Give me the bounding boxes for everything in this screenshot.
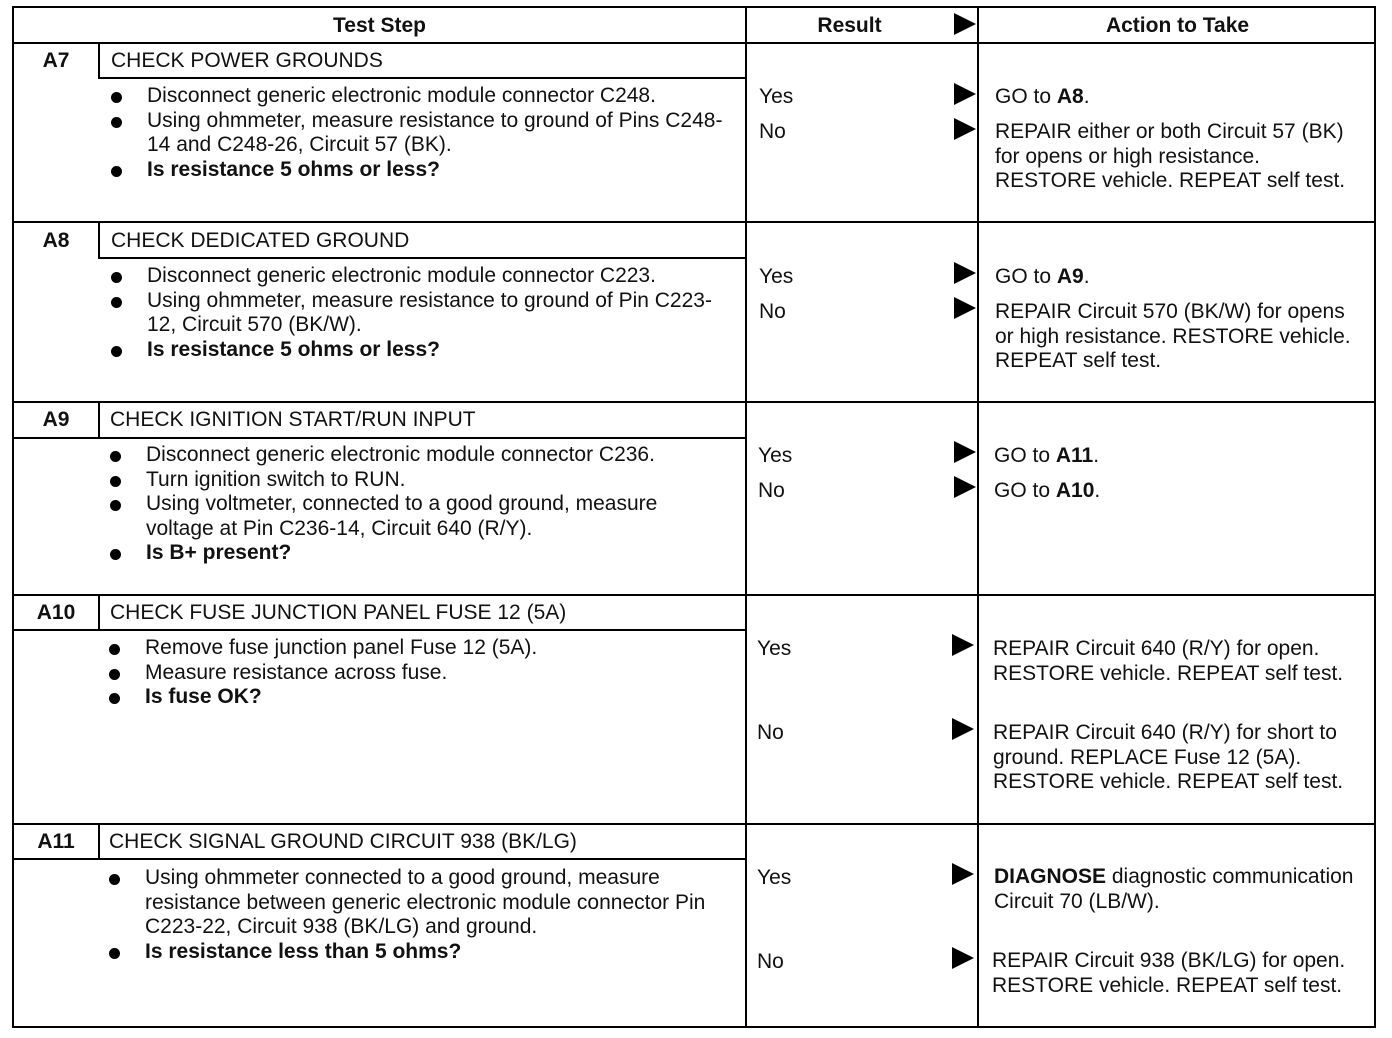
bullet-question: Is B+ present? <box>110 541 730 566</box>
result-arrow-icon <box>952 634 974 656</box>
step-title: CHECK SIGNAL GROUND CIRCUIT 938 (BK/LG) <box>109 830 577 853</box>
bullet-icon <box>110 451 121 462</box>
bullet-item: Disconnect generic electronic module connector C248. <box>111 84 731 109</box>
bullet-icon <box>111 346 122 357</box>
row-divider <box>14 823 1374 825</box>
bullet-icon <box>109 874 120 885</box>
bullet-icon <box>109 669 120 680</box>
result-yes: Yes <box>758 444 793 467</box>
bullet-icon <box>111 117 122 128</box>
id-divider <box>98 594 100 630</box>
row-divider <box>14 221 1374 223</box>
action-yes: GO to A11. <box>994 444 1100 467</box>
id-divider <box>98 823 100 859</box>
column-divider-action <box>977 8 979 1026</box>
step-id: A7 <box>42 49 70 72</box>
step-title: CHECK DEDICATED GROUND <box>111 229 410 252</box>
result-no: No <box>757 721 784 744</box>
action-no: REPAIR Circuit 640 (R/Y) for short to ground. REPLACE Fuse 12 (5A). RESTORE vehicle. REPEAT self test. <box>993 721 1344 793</box>
result-arrow-icon <box>952 863 974 885</box>
result-arrow-icon <box>954 83 976 105</box>
action-no: REPAIR Circuit 570 (BK/W) for opens or high resistance. RESTORE vehicle. REPEAT self test. <box>995 300 1351 372</box>
step-bullets <box>109 866 724 964</box>
bullet-question: Is resistance 5 ohms or less? <box>111 338 731 363</box>
result-yes: Yes <box>759 265 794 288</box>
result-arrow-icon <box>952 718 974 740</box>
bullet-item: Using voltmeter, connected to a good ground, measure voltage at Pin C236-14, Circuit 640 (R/Y). <box>110 492 730 541</box>
step-id: A8 <box>42 229 70 252</box>
result-no: No <box>759 300 786 323</box>
action-no: GO to A10. <box>994 479 1101 502</box>
result-yes: Yes <box>757 637 792 660</box>
bullet-item: Disconnect generic electronic module connector C236. <box>110 443 730 468</box>
action-yes: GO to A9. <box>995 265 1090 288</box>
bullet-item: Turn ignition switch to RUN. <box>110 468 730 493</box>
header-arrow-icon <box>954 13 976 35</box>
bullet-icon <box>109 693 120 704</box>
column-divider-result <box>745 8 747 1026</box>
diagnostic-table <box>12 6 1376 1028</box>
result-no: No <box>759 120 786 143</box>
bullet-question: Is resistance 5 ohms or less? <box>111 158 731 183</box>
step-bullets <box>111 84 731 182</box>
result-arrow-icon <box>954 118 976 140</box>
bullet-icon <box>110 500 121 511</box>
title-underline <box>14 629 745 631</box>
row-divider <box>14 594 1374 596</box>
bullet-question: Is resistance less than 5 ohms? <box>109 940 724 965</box>
bullet-icon <box>111 166 122 177</box>
bullet-item: Using ohmmeter, measure resistance to ground of Pin C223-12, Circuit 570 (BK/W). <box>111 289 731 338</box>
step-title: CHECK FUSE JUNCTION PANEL FUSE 12 (5A) <box>110 601 567 624</box>
step-title: CHECK IGNITION START/RUN INPUT <box>110 408 476 431</box>
action-yes: GO to A8. <box>995 85 1090 108</box>
id-divider <box>98 221 100 258</box>
step-bullets <box>109 636 729 710</box>
header-divider <box>14 42 1374 44</box>
step-id: A11 <box>37 830 75 853</box>
result-yes: Yes <box>759 85 794 108</box>
result-no: No <box>758 479 785 502</box>
header-test-step: Test Step <box>333 14 426 37</box>
row-divider <box>14 401 1374 403</box>
step-bullets <box>111 264 731 362</box>
result-arrow-icon <box>954 441 976 463</box>
step-title: CHECK POWER GROUNDS <box>111 49 383 72</box>
header-action: Action to Take <box>1105 14 1250 37</box>
id-divider <box>98 401 100 438</box>
action-no: REPAIR Circuit 938 (BK/LG) for open. RESTORE vehicle. REPEAT self test. <box>992 949 1346 997</box>
title-underline <box>98 257 745 259</box>
result-yes: Yes <box>757 866 792 889</box>
bullet-item: Disconnect generic electronic module connector C223. <box>111 264 731 289</box>
bullet-icon <box>109 948 120 959</box>
bullet-icon <box>111 297 122 308</box>
bullet-item: Remove fuse junction panel Fuse 12 (5A). <box>109 636 729 661</box>
result-arrow-icon <box>954 297 976 319</box>
step-id: A10 <box>36 601 76 624</box>
action-yes: REPAIR Circuit 640 (R/Y) for open. RESTORE vehicle. REPEAT self test. <box>993 637 1344 685</box>
bullet-icon <box>111 272 122 283</box>
step-bullets <box>110 443 730 566</box>
title-underline <box>98 77 745 79</box>
bullet-icon <box>109 644 120 655</box>
bullet-item: Measure resistance across fuse. <box>109 661 729 686</box>
result-arrow-icon <box>952 947 974 969</box>
step-id: A9 <box>42 408 70 431</box>
title-underline <box>14 437 745 439</box>
result-no: No <box>757 950 784 973</box>
bullet-icon <box>111 92 122 103</box>
bullet-item: Using ohmmeter connected to a good ground, measure resistance between generic electronic module connector Pin C223-22, Circuit 938 (BK/LG) and ground. <box>109 866 724 940</box>
bullet-icon <box>110 549 121 560</box>
id-divider <box>98 42 100 78</box>
header-result: Result <box>817 14 882 37</box>
bullet-item: Using ohmmeter, measure resistance to ground of Pins C248-14 and C248-26, Circuit 57 (BK). <box>111 109 731 158</box>
action-yes: DIAGNOSE diagnostic communication Circuit 70 (LB/W). <box>994 865 1354 913</box>
action-no: REPAIR either or both Circuit 57 (BK) for opens or high resistance. RESTORE vehicle. REPEAT self test. <box>995 120 1346 192</box>
result-arrow-icon <box>954 476 976 498</box>
result-arrow-icon <box>954 262 976 284</box>
bullet-icon <box>110 476 121 487</box>
title-underline <box>14 858 745 860</box>
bullet-question: Is fuse OK? <box>109 685 729 710</box>
